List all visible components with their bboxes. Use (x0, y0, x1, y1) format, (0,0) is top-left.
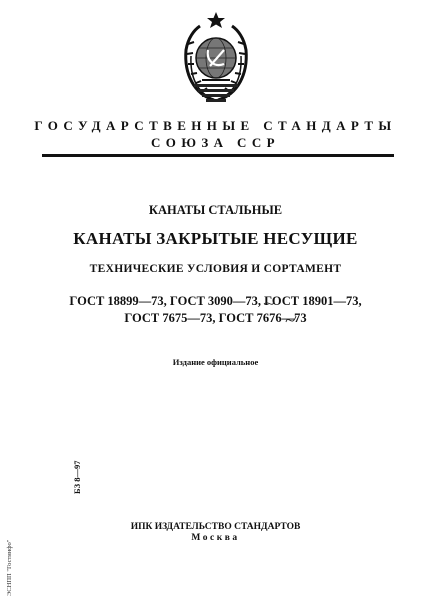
publisher-city: Москва (191, 533, 240, 543)
publisher-name: ИПК ИЗДАТЕЛЬСТВО СТАНДАРТОВ (130, 522, 301, 532)
gost-numbers-line2: ГОСТ 7675—73, ГОСТ 7676—73 (124, 311, 307, 325)
gost-numbers-line1: ГОСТ 18899—73, ГОСТ 3090—73, ГОСТ 18901—73, (69, 294, 362, 308)
side-code-label: БЗ 8—97 (72, 460, 82, 494)
header-title-line2: СОЮЗА ССР (151, 135, 280, 150)
series-title: КАНАТЫ СТАЛЬНЫЕ (148, 203, 283, 217)
subtitle: ТЕХНИЧЕСКИЕ УСЛОВИЯ И СОРТАМЕНТ (89, 263, 342, 275)
header-divider (42, 154, 394, 157)
header-title-line1: ГОСУДАРСТВЕННЫЕ СТАНДАРТЫ (34, 118, 397, 133)
side-stamp-label: ЭСНПП "Гостинфо" (6, 539, 13, 596)
edition-label: Издание официальное (172, 357, 259, 367)
main-title: КАНАТЫ ЗАКРЫТЫЕ НЕСУЩИЕ (73, 229, 358, 248)
handwritten-strike-mark (262, 300, 304, 330)
ussr-state-emblem-icon (180, 10, 252, 108)
